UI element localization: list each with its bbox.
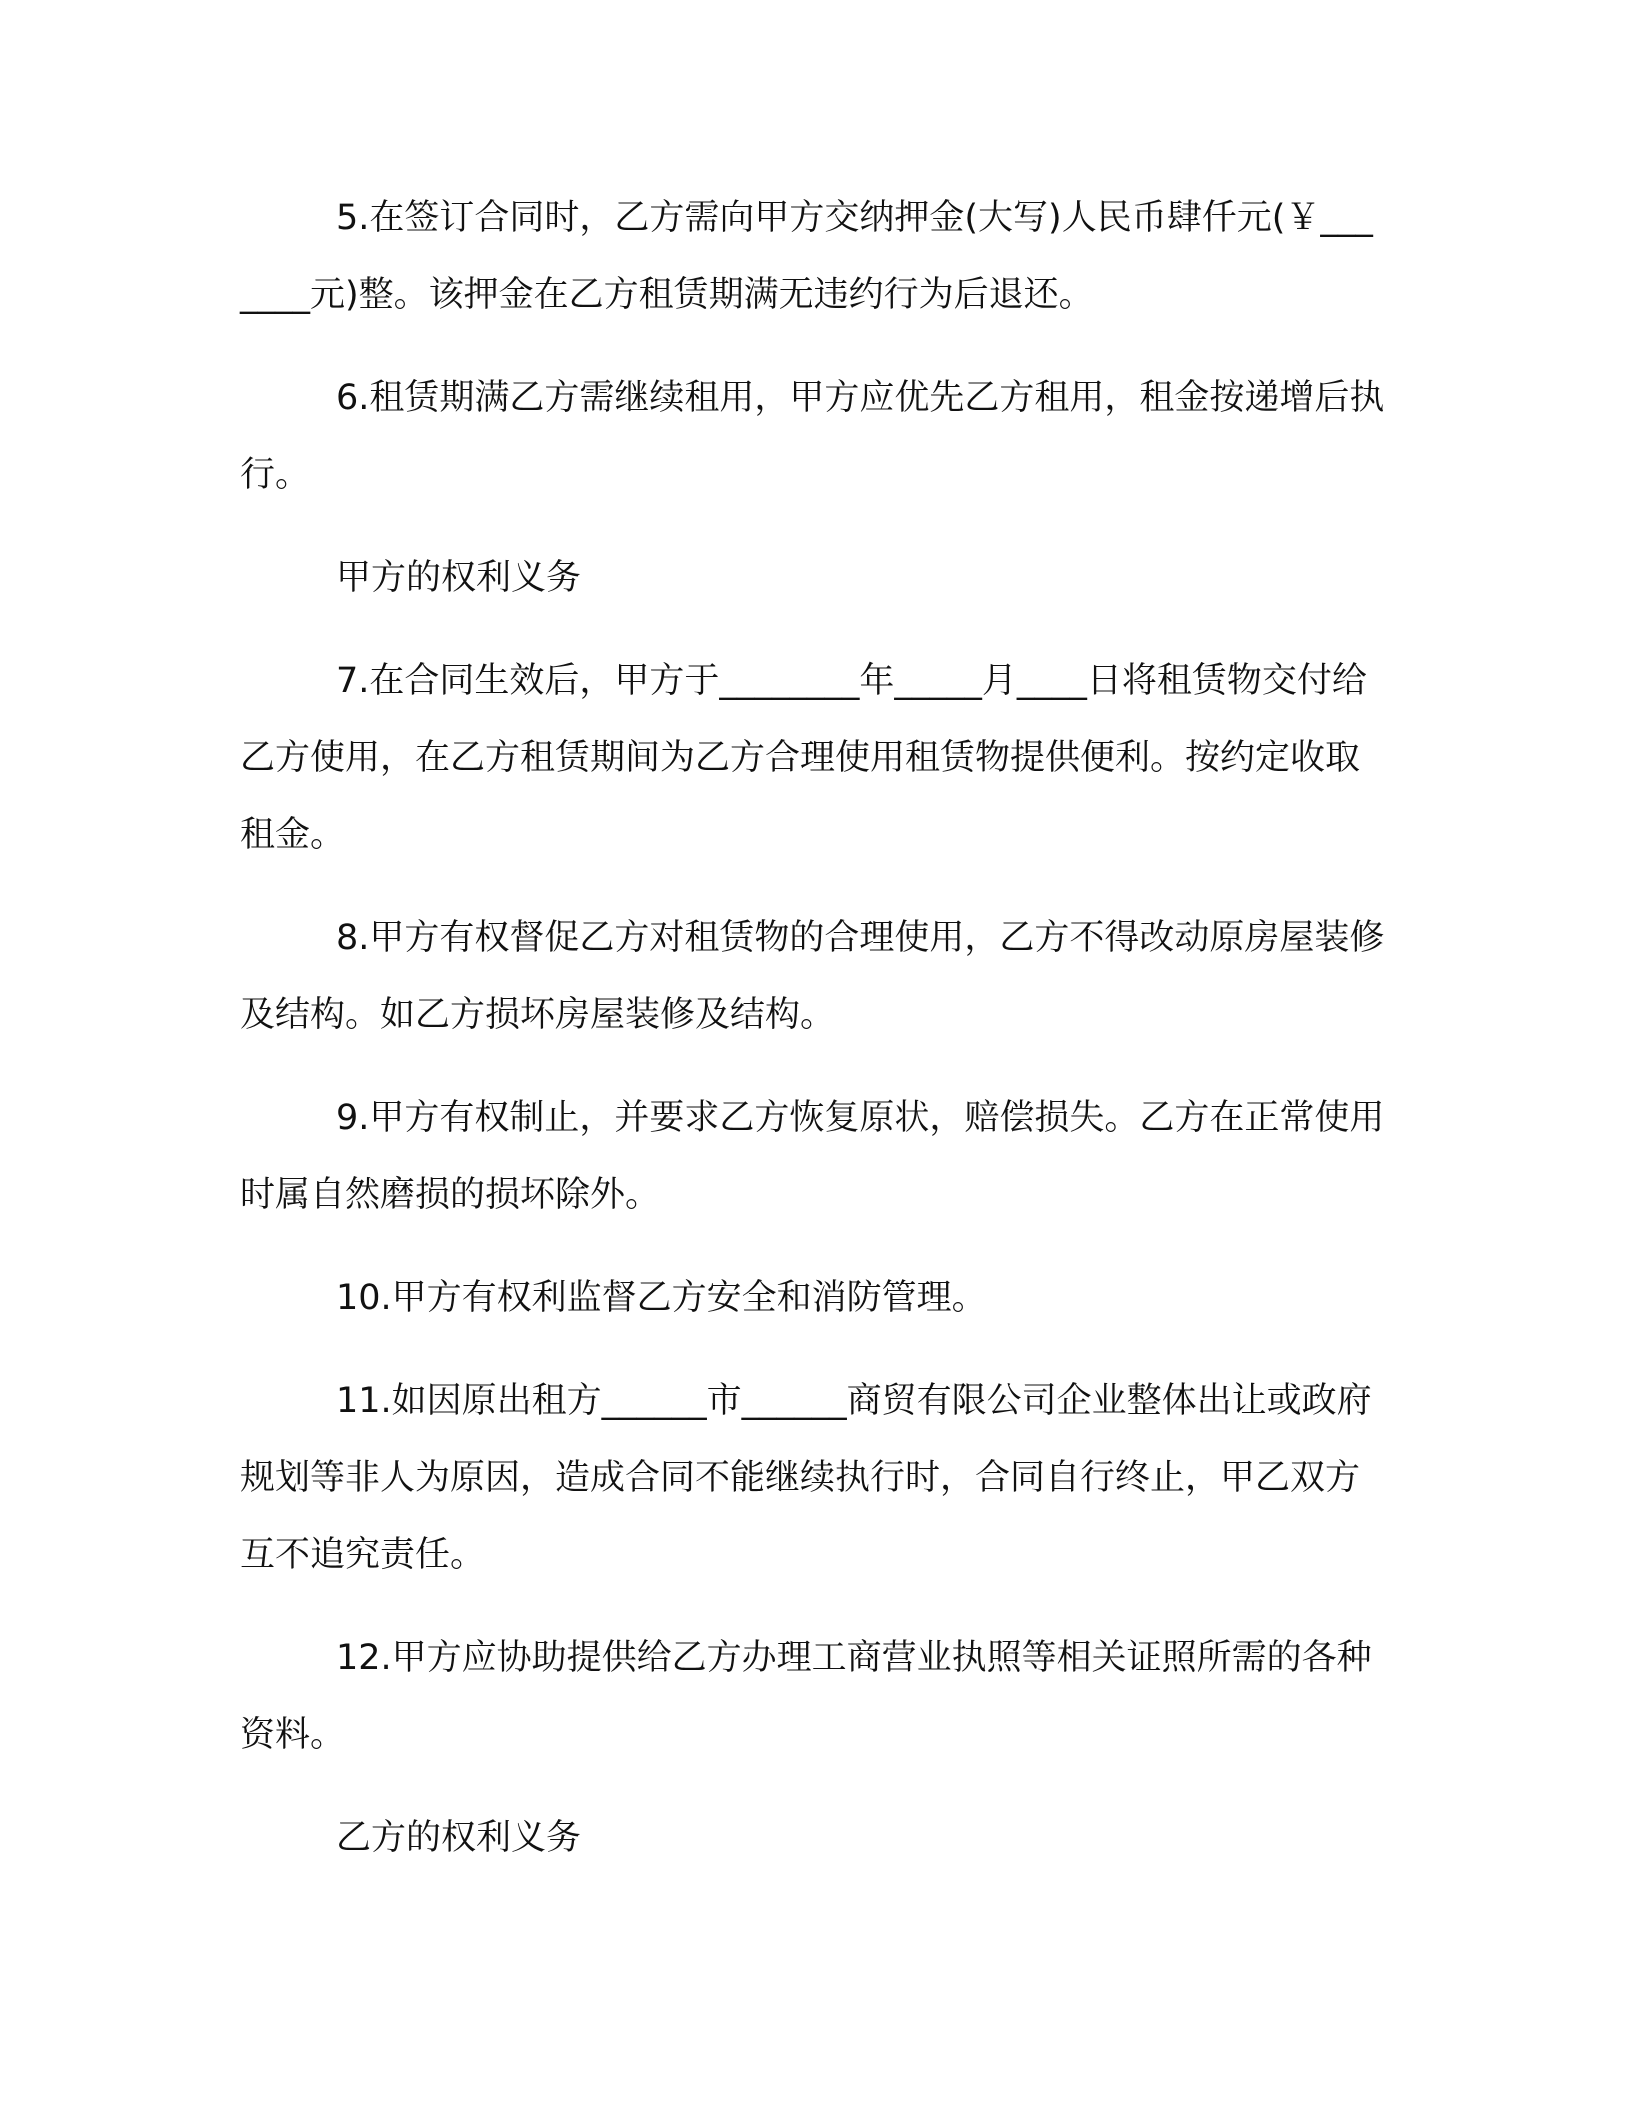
- section-heading-party-b: 乙方的权利义务: [336, 1818, 582, 1858]
- clause-9: 9.甲方有权制止，并要求乙方恢复原状，赔偿损失。乙方在正常使用时属自然磨损的损坏除外。: [240, 1098, 1385, 1215]
- clause-10: 10.甲方有权利监督乙方安全和消防管理。: [336, 1278, 987, 1318]
- clause-12: 12.甲方应协助提供给乙方办理工商营业执照等相关证照所需的各种资料。: [240, 1638, 1372, 1755]
- clause-11: 11.如因原出租方______市______商贸有限公司企业整体出让或政府规划等非人为原因，造成合同不能继续执行时，合同自行终止，甲乙双方互不追究责任。: [240, 1381, 1372, 1575]
- clause-5: 5.在签订合同时，乙方需向甲方交纳押金(大写)人民币肆仟元(￥_______元)整。该押金在乙方租赁期满无违约行为后退还。: [240, 198, 1373, 315]
- section-heading-party-a: 甲方的权利义务: [336, 558, 582, 598]
- clause-8: 8.甲方有权督促乙方对租赁物的合理使用，乙方不得改动原房屋装修及结构。如乙方损坏房屋装修及结构。: [240, 918, 1385, 1035]
- document-body: [240, 180, 1390, 1903]
- clause-6: 6.租赁期满乙方需继续租用，甲方应优先乙方租用，租金按递增后执行。: [240, 378, 1385, 495]
- clause-7: 7.在合同生效后，甲方于________年_____月____日将租赁物交付给乙方使用，在乙方租赁期间为乙方合理使用租赁物提供便利。按约定收取租金。: [240, 661, 1367, 855]
